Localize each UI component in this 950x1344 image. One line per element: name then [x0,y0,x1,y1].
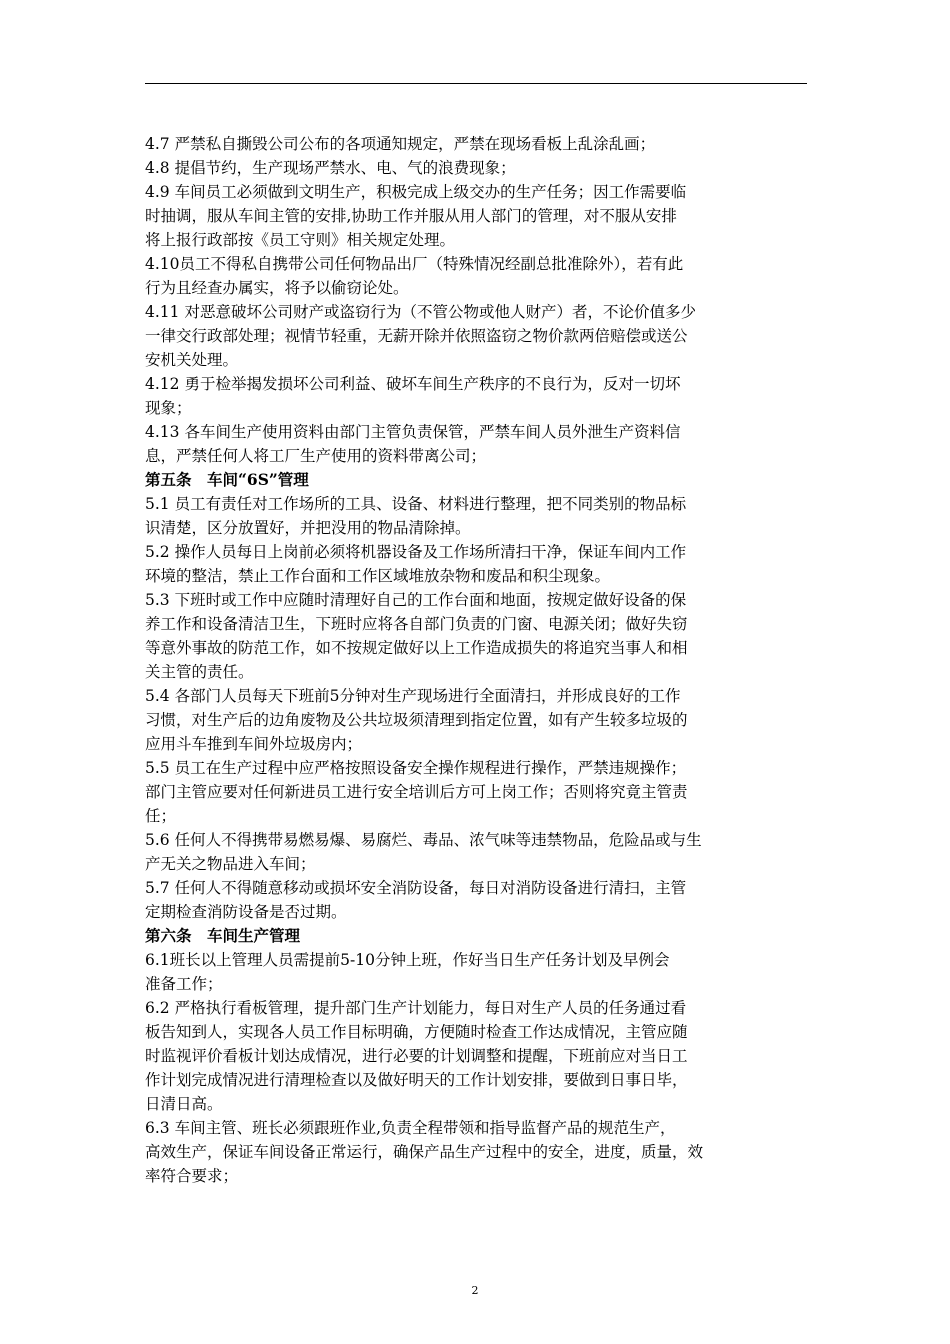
text-line: 安机关处理。 [145,351,239,369]
text-line: 养工作和设备清洁卫生，下班时应将各自部门负责的门窗、电源关闭；做好失窃 [145,615,688,633]
text-line: 息，严禁任何人将工厂生产使用的资料带离公司； [145,447,487,465]
clause-paragraph [145,996,809,1116]
text-line: 一律交行政部处理；视情节轻重，无薪开除并依照盗窃之物价款两倍赔偿或送公 [145,327,688,345]
text-line: 现象； [145,399,192,417]
document-body [145,132,809,1188]
clause-paragraph [145,588,809,684]
section-heading [145,924,809,948]
text-line: 关主管的责任。 [145,663,254,681]
text-line: 等意外事故的防范工作，如不按规定做好以上工作造成损失的将追究当事人和相 [145,639,688,657]
text-line: 日清日高。 [145,1095,223,1113]
page-number: 2 [471,1284,479,1297]
text-line: 4.11 对恶意破坏公司财产或盗窃行为（不管公物或他人财产）者，不论价值多少 [145,303,696,321]
text-line: 识清楚，区分放置好，并把没用的物品清除掉。 [145,519,471,537]
clause-paragraph [145,300,809,372]
clause-paragraph [145,876,809,924]
clause-paragraph [145,156,809,180]
text-line: 时抽调，服从车间主管的安排,协助工作并服从用人部门的管理，对不服从安排 [145,207,677,225]
text-line: 定期检查消防设备是否过期。 [145,903,347,921]
text-line: 4.8 提倡节约，生产现场严禁水、电、气的浪费现象； [145,159,516,177]
text-line: 4.13 各车间生产使用资料由部门主管负责保管，严禁车间人员外泄生产资料信 [145,423,681,441]
text-line: 4.12 勇于检举揭发损坏公司利益、破坏车间生产秩序的不良行为，反对一切坏 [145,375,681,393]
clause-paragraph [145,684,809,756]
clause-paragraph [145,180,809,252]
text-line: 5.5 员工在生产过程中应严格按照设备安全操作规程进行操作，严禁违规操作； [145,759,687,777]
section-heading [145,468,809,492]
text-line: 6.2 严格执行看板管理，提升部门生产计划能力，每日对生产人员的任务通过看 [145,999,687,1017]
text-line: 第六条 车间生产管理 [145,926,301,945]
text-line: 任； [145,807,177,825]
text-line: 5.4 各部门人员每天下班前5分钟对生产现场进行全面清扫，并形成良好的工作 [145,687,681,705]
clause-paragraph [145,420,809,468]
text-line: 作计划完成情况进行清理检查以及做好明天的工作计划安排，要做到日事日毕， [145,1071,688,1089]
text-line: 6.1班长以上管理人员需提前5-10分钟上班，作好当日生产任务计划及早例会 [145,951,670,969]
text-line: 行为且经查办属实，将予以偷窃论处。 [145,279,409,297]
clause-paragraph [145,252,809,300]
text-line: 5.7 任何人不得随意移动或损坏安全消防设备，每日对消防设备进行清扫，主管 [145,879,687,897]
text-line: 准备工作； [145,975,223,993]
text-line: 时监视评价看板计划达成情况，进行必要的计划调整和提醒，下班前应对当日工 [145,1047,688,1065]
text-line: 产无关之物品进入车间； [145,855,316,873]
clause-paragraph [145,1116,809,1188]
clause-paragraph [145,540,809,588]
clause-paragraph [145,948,809,996]
text-line: 高效生产，保证车间设备正常运行，确保产品生产过程中的安全，进度，质量，效 [145,1143,704,1161]
clause-paragraph [145,372,809,420]
text-line: 将上报行政部按《员工守则》相关规定处理。 [145,231,456,249]
text-line: 第五条 车间“6S”管理 [145,470,309,489]
clause-paragraph [145,756,809,828]
clause-paragraph [145,132,809,156]
clause-paragraph [145,828,809,876]
text-line: 部门主管应要对任何新进员工进行安全培训后方可上岗工作；否则将究竟主管责 [145,783,688,801]
text-line: 习惯，对生产后的边角废物及公共垃圾须清理到指定位置，如有产生较多垃圾的 [145,711,688,729]
text-line: 5.1 员工有责任对工作场所的工具、设备、材料进行整理，把不同类别的物品标 [145,495,687,513]
text-line: 率符合要求； [145,1167,239,1185]
clause-paragraph [145,492,809,540]
header-rule [145,83,807,84]
text-line: 板告知到人，实现各人员工作目标明确，方便随时检查工作达成情况，主管应随 [145,1023,688,1041]
text-line: 4.10员工不得私自携带公司任何物品出厂（特殊情况经副总批准除外），若有此 [145,255,684,273]
text-line: 环境的整洁，禁止工作台面和工作区域堆放杂物和废品和积尘现象。 [145,567,611,585]
text-line: 4.9 车间员工必须做到文明生产，积极完成上级交办的生产任务；因工作需要临 [145,183,687,201]
text-line: 6.3 车间主管、班长必须跟班作业,负责全程带领和指导监督产品的规范生产， [145,1119,676,1137]
text-line: 4.7 严禁私自撕毁公司公布的各项通知规定，严禁在现场看板上乱涂乱画； [145,135,656,153]
text-line: 5.3 下班时或工作中应随时清理好自己的工作台面和地面，按规定做好设备的保 [145,591,687,609]
text-line: 应用斗车推到车间外垃圾房内； [145,735,363,753]
text-line: 5.6 任何人不得携带易燃易爆、易腐烂、毒品、浓气味等违禁物品，危险品或与生 [145,831,702,849]
text-line: 5.2 操作人员每日上岗前必须将机器设备及工作场所清扫干净，保证车间内工作 [145,543,687,561]
